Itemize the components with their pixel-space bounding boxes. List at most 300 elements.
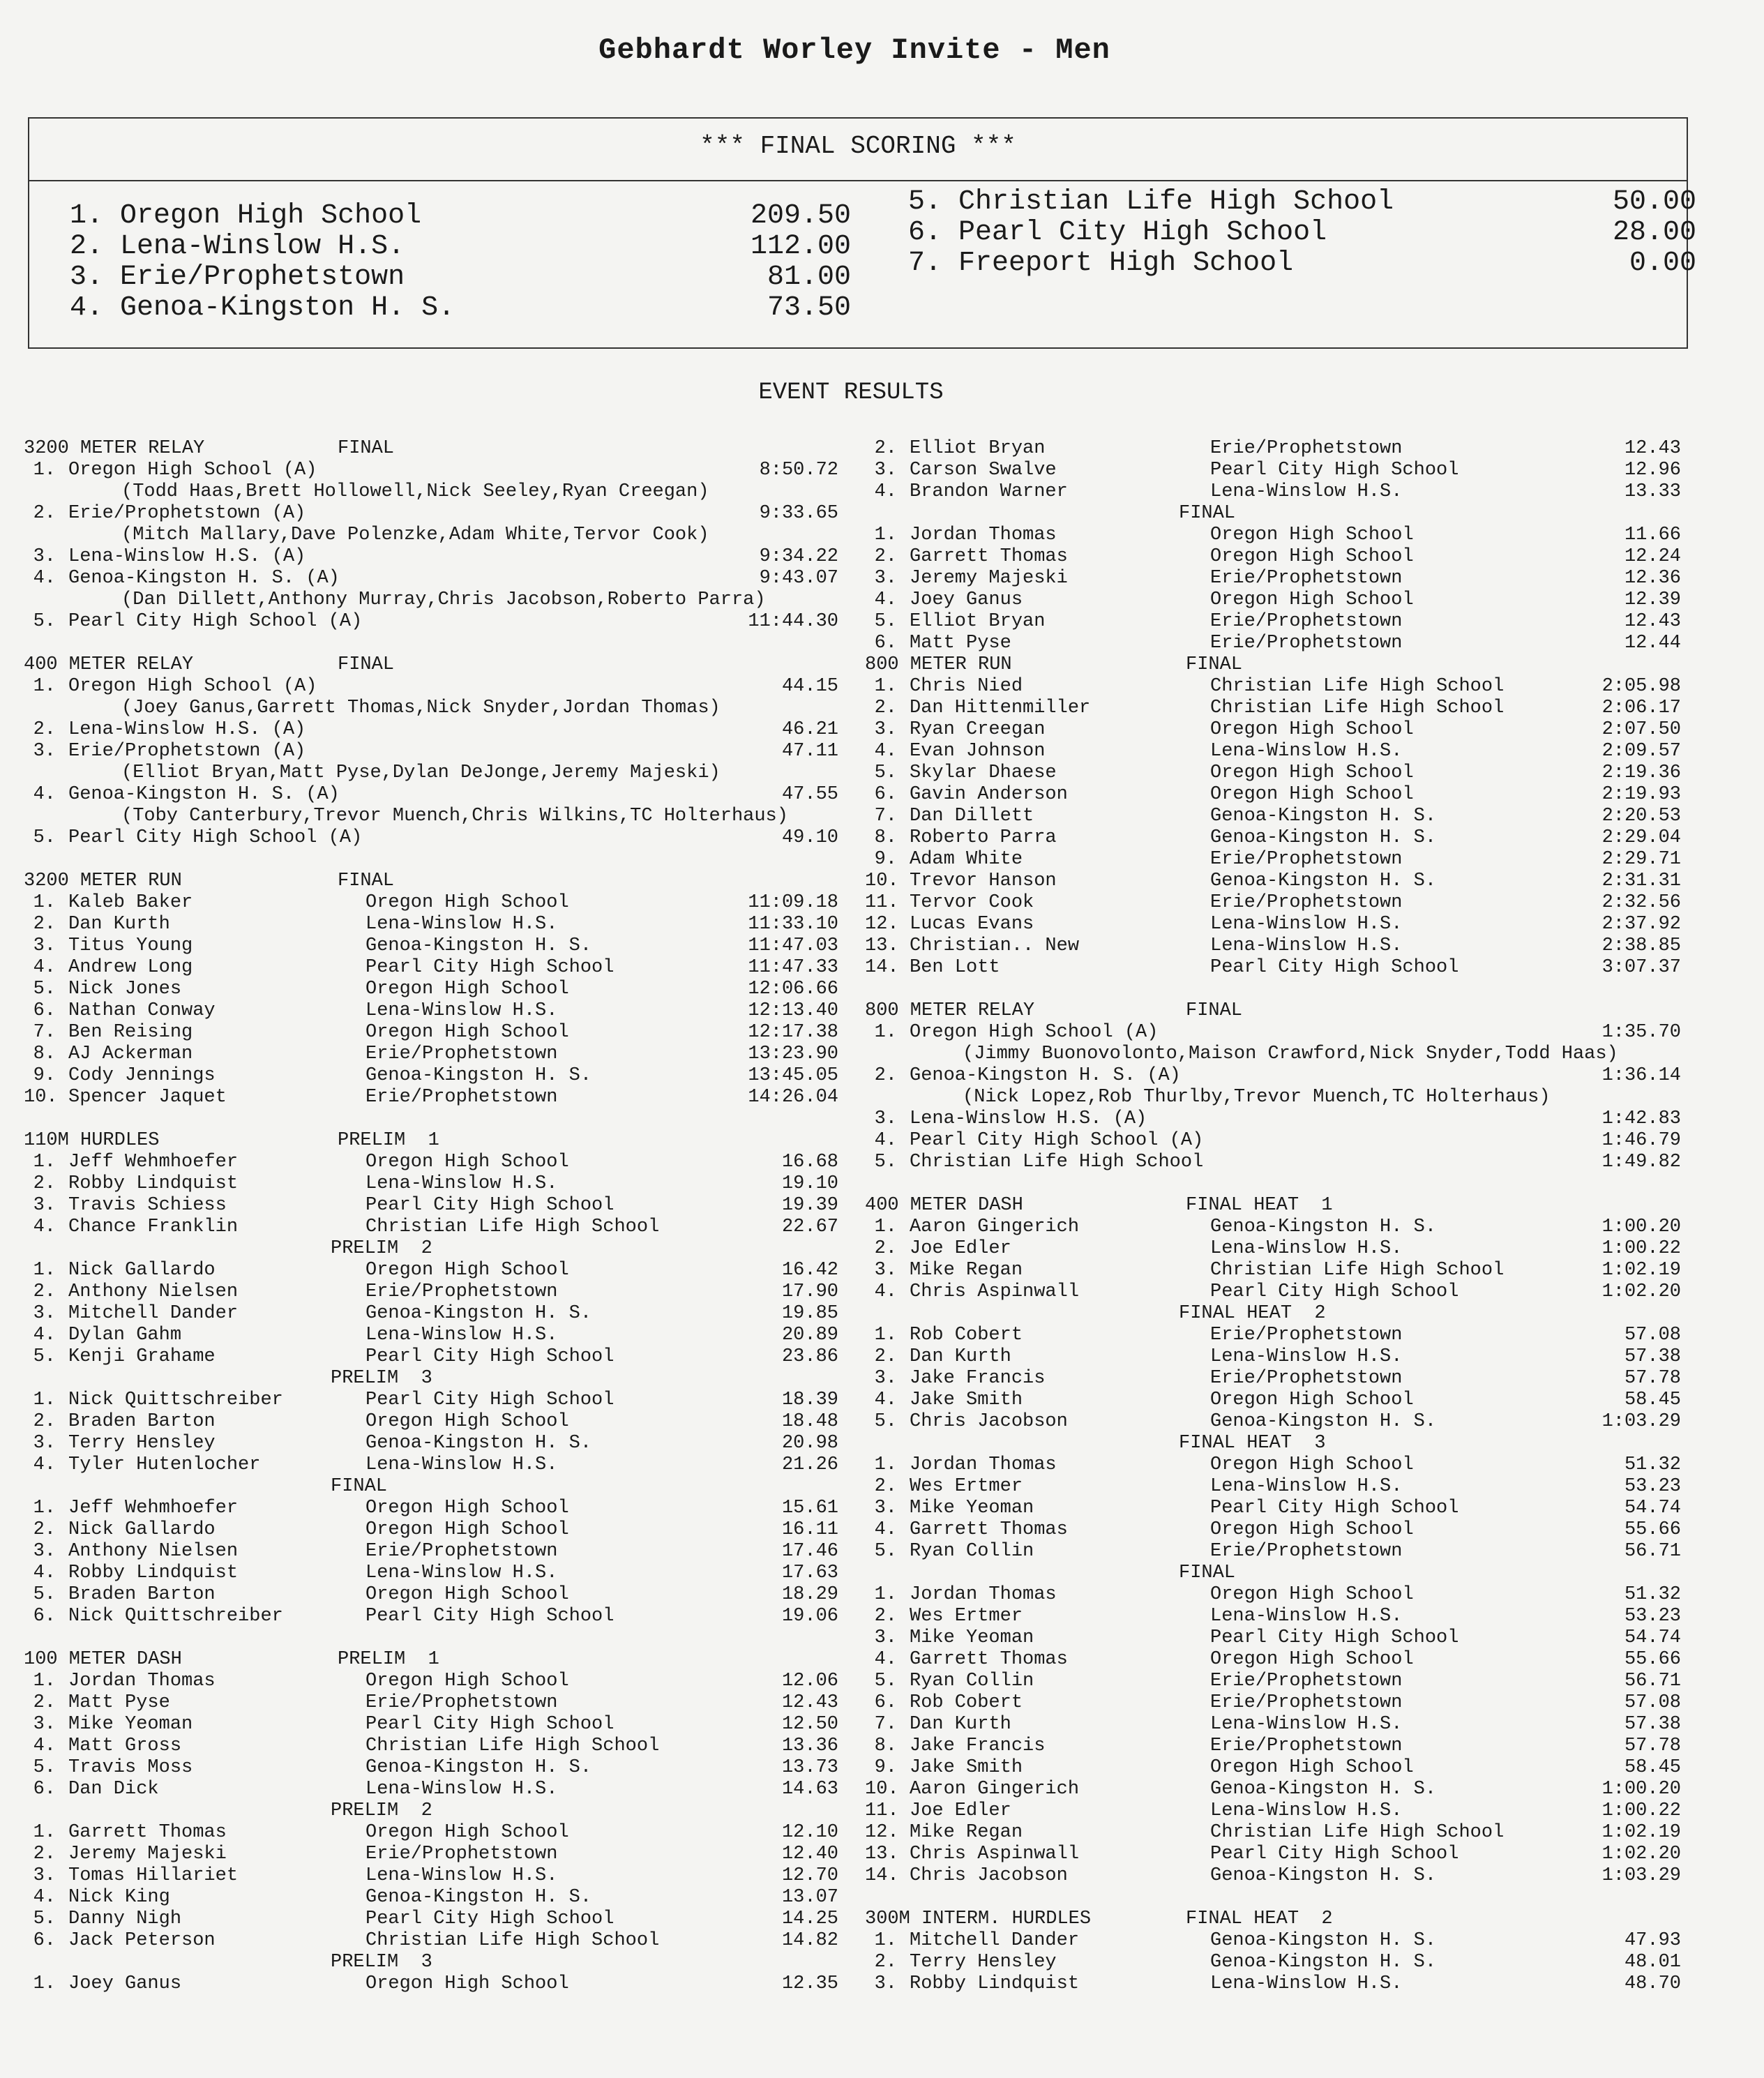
event-name: 800 METER RUN — [865, 654, 1012, 675]
result-row — [24, 1563, 854, 1584]
result-row — [865, 633, 1695, 654]
mark: 20.98 — [781, 1433, 838, 1454]
athlete-name: Cody Jennings — [68, 1065, 216, 1086]
round-header — [24, 1800, 854, 1822]
result-row — [865, 827, 1695, 849]
mark: 56.71 — [1624, 1541, 1681, 1562]
place: 1. — [874, 525, 897, 545]
mark: 46.21 — [781, 719, 838, 740]
mark: 22.67 — [781, 1217, 838, 1237]
mark: 57.78 — [1624, 1736, 1681, 1756]
team-name: Oregon High School — [365, 892, 569, 913]
mark: 17.46 — [781, 1541, 838, 1562]
result-row — [24, 1173, 854, 1195]
athlete-name: Mike Regan — [910, 1260, 1023, 1281]
result-row — [24, 935, 854, 957]
event-header — [24, 1649, 854, 1671]
result-row — [865, 1476, 1695, 1498]
spacer — [865, 979, 1695, 1000]
mark: 19.39 — [781, 1195, 838, 1216]
result-row — [865, 1800, 1695, 1822]
relay-team: Lena-Winslow H.S. (A) — [68, 546, 306, 567]
mark: 58.45 — [1624, 1757, 1681, 1778]
relay-members — [24, 525, 854, 546]
team-name: Oregon High School — [1210, 1519, 1414, 1540]
result-row — [24, 1260, 854, 1281]
relay-result-row — [24, 460, 854, 481]
mark: 12.43 — [1624, 438, 1681, 459]
mark: 57.38 — [1624, 1346, 1681, 1367]
mark: 12.36 — [1624, 568, 1681, 589]
place: 2. — [33, 1692, 56, 1713]
mark: 2:19.36 — [1601, 762, 1681, 783]
team-name: Pearl City High School — [1210, 1627, 1459, 1648]
result-row — [865, 1368, 1695, 1390]
place: 4. — [874, 1281, 897, 1302]
athlete-name: Mitchell Dander — [68, 1303, 239, 1324]
relay-team: Genoa-Kingston H. S. (A) — [68, 784, 340, 805]
athlete-name: Chance Franklin — [68, 1217, 239, 1237]
place: 1. — [874, 676, 897, 697]
result-row — [865, 438, 1695, 460]
mark: 1:03.29 — [1601, 1865, 1681, 1886]
athlete-name: Garrett Thomas — [910, 1649, 1068, 1670]
athlete-name: Ben Lott — [910, 957, 1000, 978]
athlete-name: Jordan Thomas — [910, 1454, 1057, 1475]
team-name: Christian Life High School — [1210, 1822, 1505, 1843]
score-row: 5. Christian Life High School 50.00 — [908, 186, 1696, 218]
result-row — [24, 1325, 854, 1346]
place: 8. — [33, 1044, 56, 1064]
relay-team: Genoa-Kingston H. S. (A) — [910, 1065, 1181, 1086]
athlete-name: Braden Barton — [68, 1584, 216, 1605]
result-row — [865, 1217, 1695, 1238]
place: 5. — [33, 1908, 56, 1929]
team-name: Oregon High School — [365, 1411, 569, 1432]
mark: 12.24 — [1624, 546, 1681, 567]
result-row — [865, 1584, 1695, 1606]
mark: 12.39 — [1624, 589, 1681, 610]
place: 5. — [33, 1757, 56, 1778]
place: 3. — [33, 1714, 56, 1735]
round-label: PRELIM 3 — [331, 1952, 432, 1973]
relay-result-row — [24, 611, 854, 633]
place: 3. — [33, 1865, 56, 1886]
round-header — [24, 1952, 854, 1973]
place: 2. — [874, 1346, 897, 1367]
mark: 53.23 — [1624, 1476, 1681, 1497]
team-name: Oregon High School — [365, 1022, 569, 1043]
mark: 19.10 — [781, 1173, 838, 1194]
place: 5. — [874, 1411, 897, 1432]
athlete-name: Chris Aspinwall — [910, 1844, 1080, 1865]
team-name: Erie/Prophetstown — [1210, 1368, 1403, 1389]
mark: 11.66 — [1624, 525, 1681, 545]
result-row — [24, 1584, 854, 1606]
place: 4. — [874, 589, 897, 610]
team-name: Erie/Prophetstown — [365, 1087, 558, 1108]
athlete-name: Jordan Thomas — [68, 1671, 216, 1692]
mark: 48.70 — [1624, 1973, 1681, 1994]
place: 2. — [874, 438, 897, 459]
place: 5. — [33, 611, 56, 632]
place: 4. — [33, 568, 56, 589]
team-name: Pearl City High School — [365, 1195, 615, 1216]
mark: 12.43 — [1624, 611, 1681, 632]
mark: 55.66 — [1624, 1649, 1681, 1670]
place: 4. — [33, 784, 56, 805]
team-name: Lena-Winslow H.S. — [1210, 741, 1403, 762]
athlete-name: Braden Barton — [68, 1411, 216, 1432]
event-header — [865, 1908, 1695, 1930]
result-row — [865, 1822, 1695, 1844]
place: 9. — [874, 849, 897, 870]
result-row — [24, 1000, 854, 1022]
team-name: Pearl City High School — [1210, 460, 1459, 481]
place: 4. — [33, 1325, 56, 1346]
round-header — [865, 503, 1695, 525]
result-row — [865, 1541, 1695, 1563]
athlete-name: Travis Schiess — [68, 1195, 227, 1216]
relay-result-row — [24, 546, 854, 568]
place: 1. — [874, 1217, 897, 1237]
mark: 12.96 — [1624, 460, 1681, 481]
meet-title: Gebhardt Worley Invite - Men — [598, 33, 1110, 67]
relay-team: Erie/Prophetstown (A) — [68, 503, 306, 524]
mark: 8:50.72 — [759, 460, 838, 481]
mark: 58.45 — [1624, 1390, 1681, 1410]
result-row — [865, 1692, 1695, 1714]
place: 5. — [874, 1152, 897, 1173]
mark: 14.63 — [781, 1779, 838, 1800]
result-row — [24, 1822, 854, 1844]
athlete-name: Wes Ertmer — [910, 1606, 1023, 1627]
mark: 51.32 — [1624, 1454, 1681, 1475]
team-name: Pearl City High School — [1210, 1498, 1459, 1519]
athlete-name: Terry Hensley — [68, 1433, 216, 1454]
team-name: Christian Life High School — [1210, 698, 1505, 718]
mark: 57.08 — [1624, 1325, 1681, 1346]
mark: 55.66 — [1624, 1519, 1681, 1540]
place: 3. — [33, 1433, 56, 1454]
mark: 13.73 — [781, 1757, 838, 1778]
result-row — [24, 1346, 854, 1368]
place: 3. — [33, 1541, 56, 1562]
team-name: Genoa-Kingston H. S. — [365, 1757, 592, 1778]
result-row — [24, 1303, 854, 1325]
team-name: Oregon High School — [365, 1260, 569, 1281]
team-name: Pearl City High School — [365, 1346, 615, 1367]
place: 5. — [874, 1671, 897, 1692]
place: 5. — [33, 1346, 56, 1367]
place: 3. — [33, 1303, 56, 1324]
mark: 18.29 — [781, 1584, 838, 1605]
mark: 57.38 — [1624, 1714, 1681, 1735]
team-name: Lena-Winslow H.S. — [365, 1865, 558, 1886]
team-name: Genoa-Kingston H. S. — [365, 1887, 592, 1908]
team-name: Oregon High School — [1210, 784, 1414, 805]
athlete-name: Joey Ganus — [910, 589, 1023, 610]
event-results-title: EVENT RESULTS — [758, 379, 944, 406]
team-name: Lena-Winslow H.S. — [1210, 1973, 1403, 1994]
mark: 14:26.04 — [748, 1087, 838, 1108]
team-name: Genoa-Kingston H. S. — [1210, 827, 1437, 848]
team-name: Erie/Prophetstown — [1210, 1692, 1403, 1713]
mark: 2:20.53 — [1601, 806, 1681, 827]
team-name: Christian Life High School — [1210, 676, 1505, 697]
team-name: Erie/Prophetstown — [1210, 568, 1403, 589]
mark: 19.06 — [781, 1606, 838, 1627]
team-name: Erie/Prophetstown — [365, 1541, 558, 1562]
round-label: FINAL — [338, 654, 395, 675]
athlete-name: Matt Gross — [68, 1736, 182, 1756]
place: 5. — [874, 1541, 897, 1562]
result-row — [24, 1087, 854, 1108]
mark: 2:29.71 — [1601, 849, 1681, 870]
results-column-left — [24, 438, 854, 1995]
relay-result-row — [24, 827, 854, 849]
spacer — [865, 1887, 1695, 1908]
relay-team: Oregon High School (A) — [68, 460, 317, 481]
mark: 11:09.18 — [748, 892, 838, 913]
mark: 16.42 — [781, 1260, 838, 1281]
place: 5. — [874, 762, 897, 783]
result-row — [865, 1454, 1695, 1476]
round-header — [24, 1476, 854, 1498]
score-row: 4. Genoa-Kingston H. S. 73.50 — [70, 292, 851, 324]
place: 4. — [874, 1519, 897, 1540]
athlete-name: Robby Lindquist — [910, 1973, 1080, 1994]
mark: 1:00.22 — [1601, 1800, 1681, 1821]
result-row — [865, 871, 1695, 892]
result-row — [24, 1908, 854, 1930]
relay-result-row — [865, 1152, 1695, 1173]
result-row — [865, 762, 1695, 784]
place: 2. — [33, 914, 56, 935]
team-name: Erie/Prophetstown — [365, 1844, 558, 1865]
result-row — [24, 1692, 854, 1714]
place: 2. — [33, 1281, 56, 1302]
athlete-name: Rob Cobert — [910, 1325, 1023, 1346]
mark: 14.82 — [781, 1930, 838, 1951]
place: 10. — [865, 1779, 899, 1800]
relay-team: Lena-Winslow H.S. (A) — [910, 1108, 1147, 1129]
mark: 14.25 — [781, 1908, 838, 1929]
mark: 13.33 — [1624, 481, 1681, 502]
result-row — [865, 525, 1695, 546]
members-list: (Todd Haas,Brett Hollowell,Nick Seeley,Ryan Creegan) — [121, 481, 709, 502]
mark: 17.63 — [781, 1563, 838, 1583]
result-row — [24, 892, 854, 914]
mark: 56.71 — [1624, 1671, 1681, 1692]
place: 1. — [33, 676, 56, 697]
place: 2. — [33, 1519, 56, 1540]
team-name: Genoa-Kingston H. S. — [365, 1433, 592, 1454]
relay-result-row — [24, 784, 854, 806]
relay-members — [24, 806, 854, 827]
result-row — [24, 1714, 854, 1736]
mark: 1:46.79 — [1601, 1130, 1681, 1151]
team-name: Oregon High School — [365, 1973, 569, 1994]
relay-members — [24, 762, 854, 784]
team-name: Pearl City High School — [1210, 1281, 1459, 1302]
place: 8. — [874, 1736, 897, 1756]
place: 1. — [33, 1152, 56, 1173]
result-row — [24, 979, 854, 1000]
athlete-name: Mike Yeoman — [68, 1714, 193, 1735]
result-row — [24, 1195, 854, 1217]
athlete-name: Jeremy Majeski — [910, 568, 1068, 589]
athlete-name: Mike Yeoman — [910, 1627, 1034, 1648]
round-header — [865, 1563, 1695, 1584]
mark: 51.32 — [1624, 1584, 1681, 1605]
athlete-name: Ben Reising — [68, 1022, 193, 1043]
athlete-name: Dylan Gahm — [68, 1325, 182, 1346]
result-row — [24, 1022, 854, 1044]
team-name: Oregon High School — [1210, 1454, 1414, 1475]
round-header — [24, 1368, 854, 1390]
mark: 19.85 — [781, 1303, 838, 1324]
result-row — [865, 1779, 1695, 1800]
relay-team: Lena-Winslow H.S. (A) — [68, 719, 306, 740]
team-name: Lena-Winslow H.S. — [1210, 1800, 1403, 1821]
place: 4. — [33, 1736, 56, 1756]
relay-members — [24, 698, 854, 719]
result-row — [24, 1757, 854, 1779]
place: 3. — [874, 460, 897, 481]
athlete-name: Kenji Grahame — [68, 1346, 216, 1367]
round-label: FINAL — [1179, 1563, 1236, 1583]
athlete-name: Joey Ganus — [68, 1973, 182, 1994]
mark: 9:34.22 — [759, 546, 838, 567]
final-scoring-box — [28, 117, 1696, 349]
spacer — [24, 849, 854, 871]
place: 2. — [874, 1476, 897, 1497]
place: 1. — [33, 1260, 56, 1281]
athlete-name: Brandon Warner — [910, 481, 1068, 502]
place: 14. — [865, 957, 899, 978]
athlete-name: Garrett Thomas — [910, 546, 1068, 567]
event-header — [865, 654, 1695, 676]
athlete-name: Mike Regan — [910, 1822, 1023, 1843]
team-name: Erie/Prophetstown — [1210, 1325, 1403, 1346]
relay-team: Oregon High School (A) — [910, 1022, 1159, 1043]
relay-team: Erie/Prophetstown (A) — [68, 741, 306, 762]
place: 6. — [874, 784, 897, 805]
mark: 12.40 — [781, 1844, 838, 1865]
result-row — [865, 806, 1695, 827]
team-name: Pearl City High School — [1210, 1844, 1459, 1865]
team-name: Erie/Prophetstown — [1210, 633, 1403, 654]
place: 4. — [33, 1454, 56, 1475]
team-name: Oregon High School — [1210, 1390, 1414, 1410]
result-row — [865, 892, 1695, 914]
spacer — [865, 1173, 1695, 1195]
result-row — [24, 1217, 854, 1238]
team-name: Erie/Prophetstown — [1210, 611, 1403, 632]
team-name: Genoa-Kingston H. S. — [365, 1303, 592, 1324]
place: 7. — [874, 806, 897, 827]
team-name: Pearl City High School — [365, 1908, 615, 1929]
place: 6. — [33, 1930, 56, 1951]
result-row — [865, 1519, 1695, 1541]
athlete-name: Titus Young — [68, 935, 193, 956]
team-name: Oregon High School — [1210, 762, 1414, 783]
athlete-name: Dan Kurth — [910, 1346, 1011, 1367]
team-name: Lena-Winslow H.S. — [1210, 1238, 1403, 1259]
place: 1. — [874, 1022, 897, 1043]
mark: 12.06 — [781, 1671, 838, 1692]
team-name: Oregon High School — [1210, 719, 1414, 740]
result-row — [865, 611, 1695, 633]
relay-result-row — [24, 568, 854, 589]
athlete-name: Jeremy Majeski — [68, 1844, 227, 1865]
team-name: Oregon High School — [1210, 589, 1414, 610]
athlete-name: Nick Quittschreiber — [68, 1606, 283, 1627]
place: 1. — [33, 1973, 56, 1994]
team-name: Christian Life High School — [365, 1217, 660, 1237]
result-row — [24, 1281, 854, 1303]
team-name: Oregon High School — [1210, 1584, 1414, 1605]
mark: 12.44 — [1624, 633, 1681, 654]
athlete-name: Jordan Thomas — [910, 525, 1057, 545]
result-row — [24, 1844, 854, 1865]
athlete-name: Ryan Creegan — [910, 719, 1046, 740]
mark: 2:07.50 — [1601, 719, 1681, 740]
round-label: FINAL — [338, 438, 395, 459]
team-name: Erie/Prophetstown — [365, 1281, 558, 1302]
mark: 44.15 — [781, 676, 838, 697]
place: 11. — [865, 1800, 899, 1821]
score-row: 1. Oregon High School 209.50 — [70, 200, 851, 232]
score-row: 2. Lena-Winslow H.S. 112.00 — [70, 231, 851, 262]
mark: 1:03.29 — [1601, 1411, 1681, 1432]
team-name: Erie/Prophetstown — [1210, 849, 1403, 870]
result-row — [24, 1779, 854, 1800]
result-row — [865, 1952, 1695, 1973]
mark: 54.74 — [1624, 1498, 1681, 1519]
result-row — [865, 719, 1695, 741]
mark: 57.78 — [1624, 1368, 1681, 1389]
place: 1. — [874, 1325, 897, 1346]
athlete-name: Danny Nigh — [68, 1908, 182, 1929]
event-header — [24, 871, 854, 892]
relay-team: Christian Life High School — [910, 1152, 1204, 1173]
athlete-name: Anthony Nielsen — [68, 1281, 239, 1302]
team-name: Pearl City High School — [365, 1606, 615, 1627]
relay-members — [865, 1087, 1695, 1108]
place: 5. — [33, 979, 56, 1000]
score-row: 6. Pearl City High School 28.00 — [908, 217, 1696, 248]
mark: 48.01 — [1624, 1952, 1681, 1973]
mark: 1:02.19 — [1601, 1260, 1681, 1281]
round-label: FINAL — [1179, 503, 1236, 524]
mark: 20.89 — [781, 1325, 838, 1346]
mark: 17.90 — [781, 1281, 838, 1302]
members-list: (Jimmy Buonovolonto,Maison Crawford,Nick Snyder,Todd Haas) — [963, 1044, 1618, 1064]
result-row — [24, 1541, 854, 1563]
place: 3. — [874, 1627, 897, 1648]
mark: 1:36.14 — [1601, 1065, 1681, 1086]
event-name: 800 METER RELAY — [865, 1000, 1035, 1021]
place: 3. — [874, 1260, 897, 1281]
result-row — [24, 1606, 854, 1627]
relay-result-row — [24, 719, 854, 741]
team-name: Oregon High School — [365, 1671, 569, 1692]
event-name: 3200 METER RELAY — [24, 438, 205, 459]
athlete-name: Terry Hensley — [910, 1952, 1057, 1973]
place: 12. — [865, 914, 899, 935]
